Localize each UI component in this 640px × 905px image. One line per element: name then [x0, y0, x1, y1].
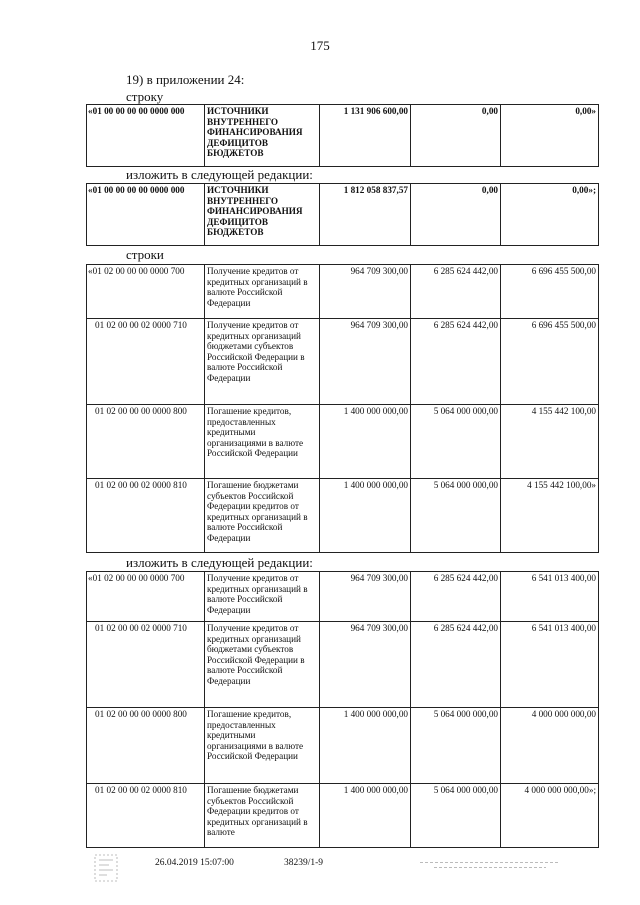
value-2021: 6 696 455 500,00: [501, 265, 599, 319]
value-2019: 1 400 000 000,00: [320, 708, 411, 784]
budget-code: 01 02 00 00 00 0000 800: [87, 708, 205, 784]
value-2019: 964 709 300,00: [320, 265, 411, 319]
source-name: ИСТОЧНИКИ ВНУТРЕННЕГО ФИНАНСИРОВАНИЯ ДЕФИЦИТОВ БЮДЖЕТОВ: [205, 105, 320, 167]
value-2021: 0,00»;: [501, 184, 599, 246]
source-name: Погашение бюджетами субъектов Российской Федерации кредитов от кредитных организаций в валюте: [205, 784, 320, 848]
table-row: [87, 184, 599, 246]
value-2020: 6 285 624 442,00: [411, 622, 501, 708]
budget-code: «01 02 00 00 00 0000 700: [87, 265, 205, 319]
source-name: Погашение бюджетами субъектов Российской Федерации кредитов от кредитных организаций в валюте Российской Федерации: [205, 479, 320, 553]
value-2021: 0,00»: [501, 105, 599, 167]
table-row: [87, 265, 599, 319]
value-2021: 4 000 000 000,00: [501, 708, 599, 784]
table-row: [87, 572, 599, 622]
source-name: Получение кредитов от кредитных организаций в валюте Российской Федерации: [205, 265, 320, 319]
source-name: ИСТОЧНИКИ ВНУТРЕННЕГО ФИНАНСИРОВАНИЯ ДЕФИЦИТОВ БЮДЖЕТОВ: [205, 184, 320, 246]
source-name: Получение кредитов от кредитных организаций бюджетами субъектов Российской Федерации в валюте Российской Федерации: [205, 319, 320, 405]
table-new-rows: [86, 571, 599, 848]
value-2020: 5 064 000 000,00: [411, 405, 501, 479]
budget-code: «01 02 00 00 00 0000 700: [87, 572, 205, 622]
value-2021: 4 155 442 100,00: [501, 405, 599, 479]
value-2020: 6 285 624 442,00: [411, 265, 501, 319]
label-replace-2: изложить в следующей редакции:: [126, 555, 313, 570]
value-2019: 964 709 300,00: [320, 319, 411, 405]
budget-code: 01 02 00 00 02 0000 710: [87, 622, 205, 708]
value-2019: 964 709 300,00: [320, 622, 411, 708]
value-2019: 1 400 000 000,00: [320, 479, 411, 553]
budget-code: 01 02 00 00 02 0000 810: [87, 479, 205, 553]
budget-code: 01 02 00 00 02 0000 810: [87, 784, 205, 848]
table-row: [87, 622, 599, 708]
table-row: [87, 319, 599, 405]
source-name: Получение кредитов от кредитных организаций в валюте Российской Федерации: [205, 572, 320, 622]
footer-datetime: 26.04.2019 15:07:00: [155, 858, 234, 868]
value-2019: 1 400 000 000,00: [320, 405, 411, 479]
value-2021: 4 000 000 000,00»;: [501, 784, 599, 848]
label-replace: изложить в следующей редакции:: [126, 167, 313, 182]
value-2021: 6 541 013 400,00: [501, 572, 599, 622]
value-2020: 6 285 624 442,00: [411, 319, 501, 405]
value-2020: 5 064 000 000,00: [411, 708, 501, 784]
value-2021: 4 155 442 100,00»: [501, 479, 599, 553]
table-new-total: [86, 183, 599, 246]
footer-doc-number: 38239/1-9: [284, 858, 324, 868]
value-2020: 0,00: [411, 105, 501, 167]
section-heading: 19) в приложении 24:: [126, 72, 245, 87]
value-2019: 964 709 300,00: [320, 572, 411, 622]
budget-code: «01 00 00 00 00 0000 000: [87, 105, 205, 167]
table-row: [87, 784, 599, 848]
value-2019: 1 131 906 600,00: [320, 105, 411, 167]
barcode-stamp-icon: [92, 852, 122, 886]
source-name: Погашение кредитов, предоставленных кредитными организациями в валюте Российской Федерации: [205, 405, 320, 479]
value-2021: 6 696 455 500,00: [501, 319, 599, 405]
page-number: 175: [310, 38, 330, 53]
value-2020: 5 064 000 000,00: [411, 479, 501, 553]
budget-code: 01 02 00 00 00 0000 800: [87, 405, 205, 479]
value-2020: 5 064 000 000,00: [411, 784, 501, 848]
label-row: строку: [126, 89, 164, 104]
registration-stamp-icon: [420, 858, 560, 878]
table-row: [87, 105, 599, 167]
value-2020: 6 285 624 442,00: [411, 572, 501, 622]
value-2019: 1 400 000 000,00: [320, 784, 411, 848]
source-name: Получение кредитов от кредитных организаций бюджетами субъектов Российской Федерации в валюте Российской Федерации: [205, 622, 320, 708]
label-rows: строки: [126, 247, 164, 262]
table-row: [87, 708, 599, 784]
budget-code: «01 00 00 00 00 0000 000: [87, 184, 205, 246]
table-original-total: [86, 104, 599, 167]
value-2021: 6 541 013 400,00: [501, 622, 599, 708]
table-row: [87, 405, 599, 479]
source-name: Погашение кредитов, предоставленных кредитными организациями в валюте Российской Федерации: [205, 708, 320, 784]
table-original-rows: [86, 264, 599, 553]
value-2020: 0,00: [411, 184, 501, 246]
table-row: [87, 479, 599, 553]
value-2019: 1 812 058 837,57: [320, 184, 411, 246]
budget-code: 01 02 00 00 02 0000 710: [87, 319, 205, 405]
